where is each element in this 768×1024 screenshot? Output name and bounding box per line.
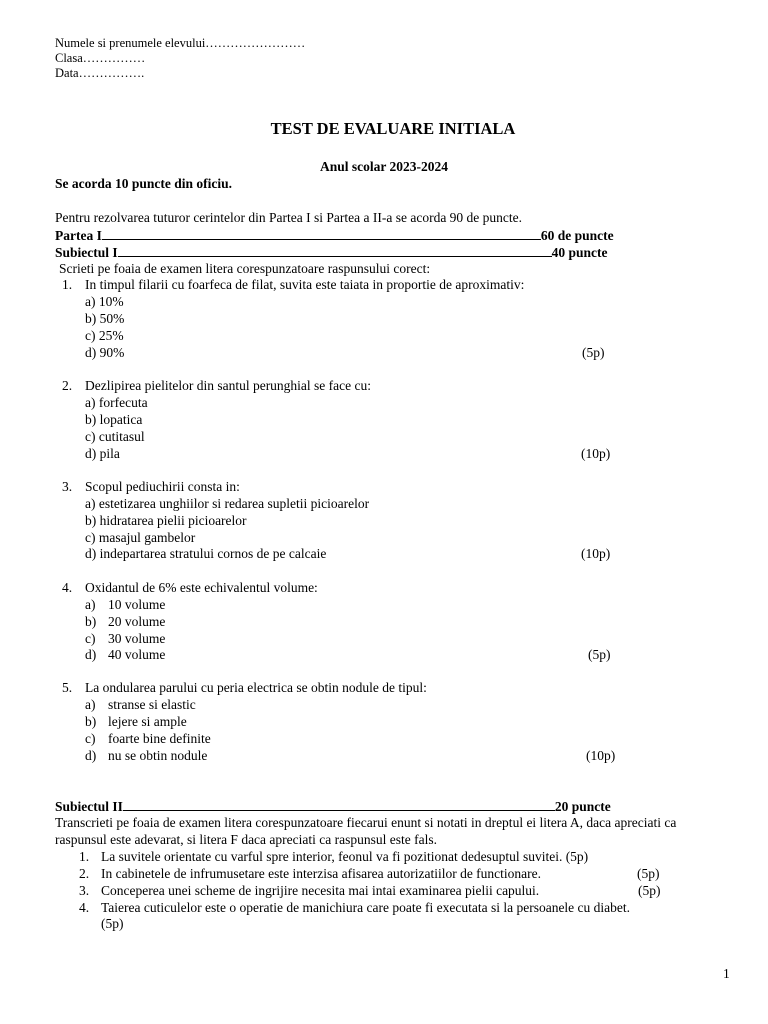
- subiect2-rule: [123, 798, 555, 811]
- partea1-rule: [102, 227, 541, 240]
- statement-text: In cabinetele de infrumusetare este interzisa afisarea autorizatiilor de functionare.: [101, 866, 542, 881]
- option: [85, 714, 187, 731]
- question-points: (10p): [581, 546, 611, 561]
- question-5: [62, 680, 427, 697]
- option-text: 40 volume: [108, 647, 166, 662]
- option: d) 90%: [85, 345, 125, 360]
- statement-points: (5p): [637, 866, 660, 881]
- intro-text: Pentru rezolvarea tuturor cerintelor din Partea I si Partea a II-a se acorda 90 de puncte.: [55, 210, 523, 225]
- question-1: [62, 277, 525, 294]
- subiect1-heading: [55, 244, 608, 262]
- option: a) 10%: [85, 294, 124, 309]
- option: [85, 748, 208, 765]
- option: [85, 697, 196, 714]
- page-number: 1: [723, 966, 730, 981]
- option-text: 20 volume: [108, 614, 166, 629]
- oficiu-note: Se acorda 10 puncte din oficiu.: [55, 176, 233, 191]
- statement-1: [79, 849, 589, 866]
- option-text: nu se obtin nodule: [108, 748, 208, 763]
- option: d) indepartarea stratului cornos de pe calcaie: [85, 546, 327, 561]
- option-text: 30 volume: [108, 631, 166, 646]
- statement-points: (5p): [101, 916, 124, 931]
- school-year: Anul scolar 2023-2024: [320, 159, 449, 174]
- subiect1-points: 40 puncte: [551, 245, 608, 260]
- question-text: La ondularea parului cu peria electrica se obtin nodule de tipul:: [85, 680, 427, 695]
- question-4: [62, 580, 318, 597]
- question-number: 1.: [62, 277, 73, 292]
- question-text: Oxidantul de 6% este echivalentul volume:: [85, 580, 318, 595]
- page-title: TEST DE EVALUARE INITIALA: [270, 119, 516, 138]
- subiect1-instruction: Scrieti pe foaia de examen litera corespunzatoare raspunsului corect:: [59, 261, 431, 276]
- statement-2: [79, 866, 542, 883]
- question-number: 4.: [62, 580, 73, 595]
- option: b) 50%: [85, 311, 125, 326]
- option: d) pila: [85, 446, 120, 461]
- question-points: (5p): [588, 647, 611, 662]
- option: [85, 647, 166, 664]
- statement-number: 3.: [79, 883, 90, 898]
- statement-number: 4.: [79, 900, 90, 915]
- statement-points: (5p): [638, 883, 661, 898]
- option: b) lopatica: [85, 412, 143, 427]
- option: a) forfecuta: [85, 395, 148, 410]
- question-3: [62, 479, 240, 496]
- option-text: foarte bine definite: [108, 731, 211, 746]
- date-line: Data…………….: [55, 66, 145, 80]
- subiect2-points: 20 puncte: [554, 799, 611, 814]
- option: [85, 731, 211, 748]
- option-text: stranse si elastic: [108, 697, 196, 712]
- option: b) hidratarea pielii picioarelor: [85, 513, 247, 528]
- option: [85, 631, 166, 648]
- option-text: 10 volume: [108, 597, 166, 612]
- question-points: (10p): [581, 446, 611, 461]
- option: c) 25%: [85, 328, 124, 343]
- question-text: In timpul filarii cu foarfeca de filat, suvita este taiata in proportie de aproximativ:: [85, 277, 525, 292]
- statement-number: 2.: [79, 866, 90, 881]
- option-letter: c): [85, 631, 96, 646]
- subiect2-heading: [55, 798, 611, 816]
- partea1-heading: [55, 227, 614, 245]
- question-number: 5.: [62, 680, 73, 695]
- option-letter: d): [85, 748, 97, 763]
- statement-text: Conceperea unei scheme de ingrijire necesita mai intai examinarea pielii capului.: [101, 883, 540, 898]
- option-letter: b): [85, 614, 97, 629]
- subiect2-instruction: Transcrieti pe foaia de examen litera corespunzatoare fiecarui enunt si notati in dreptul ei litera A, daca apreciati ca raspunsul este adevarat, si litera F daca apreciati ca raspunsul este fals.: [55, 815, 677, 847]
- option-text: lejere si ample: [108, 714, 187, 729]
- subiect1-label: Subiectul I: [55, 245, 118, 260]
- question-text: Scopul pediuchirii consta in:: [85, 479, 240, 494]
- subiect2-label: Subiectul II: [55, 799, 123, 814]
- option: c) cutitasul: [85, 429, 145, 444]
- student-name-line: Numele si prenumele elevului……………………: [55, 36, 306, 50]
- subiect1-rule: [118, 244, 552, 257]
- option-letter: d): [85, 647, 97, 662]
- option-letter: b): [85, 714, 97, 729]
- statement-text: Taierea cuticulelor este o operatie de manichiura care poate fi executata si la persoanele cu diabet.: [101, 900, 631, 915]
- class-line: Clasa……………: [55, 51, 146, 65]
- option: [85, 614, 166, 631]
- question-2: [62, 378, 372, 395]
- option: [85, 597, 166, 614]
- statement-3: [79, 883, 540, 900]
- option-letter: a): [85, 597, 96, 612]
- statement-4: [79, 900, 631, 917]
- option: c) masajul gambelor: [85, 530, 196, 545]
- option: a) estetizarea unghiilor si redarea supletii picioarelor: [85, 496, 370, 511]
- question-number: 2.: [62, 378, 73, 393]
- option-letter: c): [85, 731, 96, 746]
- question-points: (10p): [586, 748, 616, 763]
- question-points: (5p): [582, 345, 605, 360]
- partea1-points: 60 de puncte: [540, 228, 614, 243]
- statement-text: La suvitele orientate cu varful spre interior, feonul va fi pozitionat dedesuptul suvitei. (5p): [101, 849, 589, 864]
- partea1-label: Partea I: [55, 228, 102, 243]
- question-number: 3.: [62, 479, 73, 494]
- statement-number: 1.: [79, 849, 90, 864]
- option-letter: a): [85, 697, 96, 712]
- question-text: Dezlipirea pielitelor din santul perunghial se face cu:: [85, 378, 372, 393]
